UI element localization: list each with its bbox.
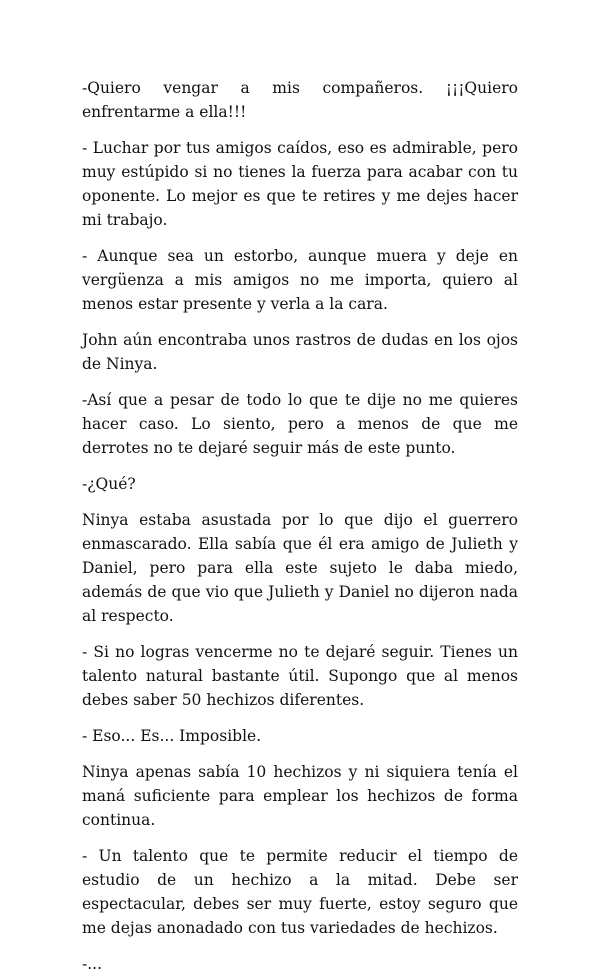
paragraph-11: - Un talento que te permite reducir el tiempo de estudio de un hechizo a la mitad. Debe ser espectacular, debes ser muy fuerte, estoy seguro que me dejas anonadado con tus variedades de hechizos. — [82, 847, 518, 937]
paragraph-5: -Así que a pesar de todo lo que te dije no me quieres hacer caso. Lo siento, pero a menos de que me derrotes no te dejaré seguir más de este punto. — [82, 391, 518, 457]
paragraph-4: John aún encontraba unos rastros de dudas en los ojos de Ninya. — [82, 331, 518, 373]
page-body — [82, 76, 518, 976]
paragraph-10: Ninya apenas sabía 10 hechizos y ni siquiera tenía el maná suficiente para emplear los hechizos de forma continua. — [82, 763, 518, 829]
paragraph-7: Ninya estaba asustada por lo que dijo el guerrero enmascarado. Ella sabía que él era amigo de Julieth y Daniel, pero para ella este sujeto le daba miedo, además de que vio que Julieth y Daniel no dijeron nada al respecto. — [82, 511, 518, 625]
paragraph-6: -¿Qué? — [82, 475, 136, 493]
paragraph-3: - Aunque sea un estorbo, aunque muera y deje en vergüenza a mis amigos no me importa, quiero al menos estar presente y verla a la cara. — [82, 247, 518, 313]
paragraph-2: - Luchar por tus amigos caídos, eso es admirable, pero muy estúpido si no tienes la fuerza para acabar con tu oponente. Lo mejor es que te retires y me dejes hacer mi trabajo. — [82, 139, 518, 229]
paragraph-9: - Eso... Es... Imposible. — [82, 727, 262, 745]
paragraph-8: - Si no logras vencerme no te dejaré seguir. Tienes un talento natural bastante útil. Supongo que al menos debes saber 50 hechizos diferentes. — [82, 643, 518, 709]
paragraph-12: -... — [82, 955, 103, 973]
paragraph-1: -Quiero vengar a mis compañeros. ¡¡¡Quiero enfrentarme a ella!!! — [82, 79, 518, 121]
